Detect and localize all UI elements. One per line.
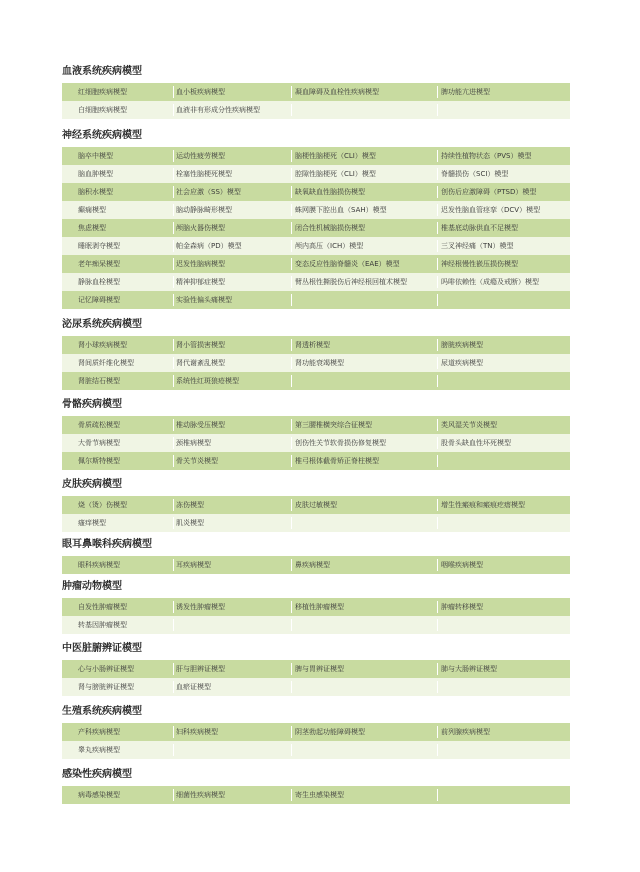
table-cell: 前列腺疾病模型: [441, 728, 490, 736]
model-table: [62, 723, 570, 759]
table-cell: 创伤后应激障碍（PTSD）模型: [441, 188, 537, 196]
table-cell: 迟发性脑血管痉挛（DCV）模型: [441, 206, 541, 214]
table-cell: [176, 741, 292, 759]
model-table: [62, 416, 570, 470]
table-cell: 肾与膀胱辨证模型: [78, 683, 134, 691]
table-cell: 实验性偏头痛模型: [176, 296, 232, 304]
table-cell: 栓塞性脑梗死模型: [176, 170, 232, 178]
table-row: [62, 291, 570, 309]
table-row: [62, 616, 570, 634]
table-cell: [295, 741, 439, 759]
table-row: [62, 496, 570, 514]
table-cell: 心与小肠辨证模型: [78, 665, 134, 673]
table-row: [62, 372, 570, 390]
table-cell: 系统性红斑狼疮模型: [176, 377, 239, 385]
table-cell: 癫痫模型: [78, 206, 106, 214]
table-row: [62, 741, 570, 759]
model-table: [62, 147, 570, 309]
table-cell: 血瘀证模型: [176, 683, 211, 691]
table-cell: 膀胱疾病模型: [441, 341, 483, 349]
table-cell: 椎弓根体截骨矫正脊柱模型: [295, 457, 379, 465]
table-cell: 腔隙性脑梗死（CLI）模型: [295, 170, 376, 178]
table-cell: [441, 741, 569, 759]
table-cell: 睡眠剥夺模型: [78, 242, 120, 250]
table-cell: 自发性肿瘤模型: [78, 603, 127, 611]
model-table: [62, 336, 570, 390]
table-cell: 肾代谢紊乱模型: [176, 359, 225, 367]
table-row: [62, 273, 570, 291]
table-cell: 红细胞疾病模型: [78, 88, 127, 96]
table-cell: 阴茎勃起功能障碍模型: [295, 728, 365, 736]
table-cell: 椎动脉受压模型: [176, 421, 225, 429]
table-row: [62, 83, 570, 101]
model-table: [62, 786, 570, 804]
table-cell: 迟发性脑病模型: [176, 260, 225, 268]
table-cell: 产科疾病模型: [78, 728, 120, 736]
table-cell: 吗啡依赖性（成瘾及戒断）模型: [441, 278, 539, 286]
model-table: [62, 598, 570, 634]
table-cell: [295, 372, 439, 390]
table-cell: 转基因肿瘤模型: [78, 621, 127, 629]
table-row: [62, 354, 570, 372]
table-cell: 肾脏结石模型: [78, 377, 120, 385]
table-cell: 社会应激（SS）模型: [176, 188, 241, 196]
table-cell: 尿道疾病模型: [441, 359, 483, 367]
section-title: 感染性疾病模型: [62, 769, 132, 780]
table-cell: [441, 786, 569, 804]
table-cell: [441, 291, 569, 309]
section-title: 神经系统疾病模型: [62, 130, 142, 141]
table-cell: 颅脑火器伤模型: [176, 224, 225, 232]
table-cell: 肾功能衰竭模型: [295, 359, 344, 367]
table-row: [62, 786, 570, 804]
table-cell: 咽喉疾病模型: [441, 561, 483, 569]
table-cell: 肾间质纤维化模型: [78, 359, 134, 367]
table-cell: 白细胞疾病模型: [78, 106, 127, 114]
table-row: [62, 556, 570, 574]
table-cell: 冻伤模型: [176, 501, 204, 509]
table-cell: 脊髓损伤（SCI）模型: [441, 170, 509, 178]
table-row: [62, 452, 570, 470]
table-cell: 脑梗性脑梗死（CLI）模型: [295, 152, 376, 160]
table-cell: [441, 101, 569, 119]
table-cell: 肾小球疾病模型: [78, 341, 127, 349]
table-cell: 骨关节炎模型: [176, 457, 218, 465]
table-cell: 老年痴呆模型: [78, 260, 120, 268]
table-cell: 肿瘤转移模型: [441, 603, 483, 611]
table-cell: 椎基底动脉供血不足模型: [441, 224, 518, 232]
table-cell: 神经根慢性嵌压损伤模型: [441, 260, 518, 268]
model-table: [62, 660, 570, 696]
table-cell: 脑动静脉畸形模型: [176, 206, 232, 214]
table-cell: 脑血肿模型: [78, 170, 113, 178]
table-cell: 第三腰椎横突综合征模型: [295, 421, 372, 429]
table-cell: [441, 678, 569, 696]
table-cell: 眼科疾病模型: [78, 561, 120, 569]
table-cell: 佩尔斯特模型: [78, 457, 120, 465]
table-cell: [295, 678, 439, 696]
table-cell: 睾丸疾病模型: [78, 746, 120, 754]
table-cell: 缺氧缺血性脑损伤模型: [295, 188, 365, 196]
section-title: 皮肤疾病模型: [62, 479, 122, 490]
table-cell: 寄生虫感染模型: [295, 791, 344, 799]
section-title: 骨骼疾病模型: [62, 399, 122, 410]
table-cell: 鼻疾病模型: [295, 561, 330, 569]
section-title: 血液系统疾病模型: [62, 66, 142, 77]
table-cell: 移植性肿瘤模型: [295, 603, 344, 611]
table-cell: 烧（烫）伤模型: [78, 501, 127, 509]
table-row: [62, 201, 570, 219]
table-cell: [441, 616, 569, 634]
table-cell: 肝与胆辨证模型: [176, 665, 225, 673]
section-title: 中医脏腑辨证模型: [62, 643, 142, 654]
table-cell: 肺与大肠辨证模型: [441, 665, 497, 673]
table-row: [62, 165, 570, 183]
table-row: [62, 678, 570, 696]
table-cell: 肾透析模型: [295, 341, 330, 349]
table-row: [62, 660, 570, 678]
section-title: 眼耳鼻喉科疾病模型: [62, 539, 152, 550]
table-cell: [295, 514, 439, 532]
table-cell: 肾小管损害模型: [176, 341, 225, 349]
table-cell: 闭合性机械脑损伤模型: [295, 224, 365, 232]
table-cell: [176, 616, 292, 634]
table-cell: 脾功能亢进模型: [441, 88, 490, 96]
table-cell: 大骨节病模型: [78, 439, 120, 447]
table-row: [62, 147, 570, 165]
table-row: [62, 101, 570, 119]
table-cell: 记忆障碍模型: [78, 296, 120, 304]
section-title: 生殖系统疾病模型: [62, 706, 142, 717]
table-cell: 增生性瘢痕和瘢痕疙瘩模型: [441, 501, 525, 509]
table-row: [62, 514, 570, 532]
table-cell: 脑卒中模型: [78, 152, 113, 160]
table-cell: 血小板疾病模型: [176, 88, 225, 96]
table-cell: 蛛网膜下腔出血（SAH）模型: [295, 206, 387, 214]
table-cell: 妇科疾病模型: [176, 728, 218, 736]
table-cell: 创伤性关节软骨损伤修复模型: [295, 439, 386, 447]
table-cell: 耳疾病模型: [176, 561, 211, 569]
table-cell: 三叉神经痛（TN）模型: [441, 242, 514, 250]
table-cell: 凝血障碍及血栓性疾病模型: [295, 88, 379, 96]
table-cell: [295, 616, 439, 634]
table-row: [62, 336, 570, 354]
table-cell: 运动性疲劳模型: [176, 152, 225, 160]
table-cell: 变态反应性脑脊髓炎（EAE）模型: [295, 260, 400, 268]
table-row: [62, 598, 570, 616]
table-cell: [441, 452, 569, 470]
table-cell: 血液非有形成分性疾病模型: [176, 106, 260, 114]
model-table: [62, 83, 570, 119]
table-row: [62, 416, 570, 434]
table-row: [62, 723, 570, 741]
table-cell: 臂丛根性撕脱伤后神经根回植术模型: [295, 278, 407, 286]
table-cell: 颅内高压（ICH）模型: [295, 242, 364, 250]
table-cell: 皮肤过敏模型: [295, 501, 337, 509]
table-cell: [441, 372, 569, 390]
table-cell: [295, 291, 439, 309]
table-row: [62, 237, 570, 255]
table-cell: 脾与胃辨证模型: [295, 665, 344, 673]
table-cell: 精神抑郁症模型: [176, 278, 225, 286]
table-row: [62, 255, 570, 273]
table-cell: 焦虑模型: [78, 224, 106, 232]
table-cell: [295, 101, 439, 119]
table-cell: 颈椎病模型: [176, 439, 211, 447]
table-cell: 诱发性肿瘤模型: [176, 603, 225, 611]
table-cell: 脑积水模型: [78, 188, 113, 196]
table-cell: 肌炎模型: [176, 519, 204, 527]
section-title: 肿瘤动物模型: [62, 581, 122, 592]
table-cell: 细菌性疾病模型: [176, 791, 225, 799]
table-row: [62, 183, 570, 201]
table-cell: 病毒感染模型: [78, 791, 120, 799]
table-cell: 骨质疏松模型: [78, 421, 120, 429]
section-title: 泌尿系统疾病模型: [62, 319, 142, 330]
table-cell: 帕金森病（PD）模型: [176, 242, 242, 250]
table-cell: 静脉血栓模型: [78, 278, 120, 286]
model-table: [62, 556, 570, 574]
table-cell: 瘙痒模型: [78, 519, 106, 527]
table-cell: 类风湿关节炎模型: [441, 421, 497, 429]
table-row: [62, 219, 570, 237]
table-cell: 持续性植物状态（PVS）模型: [441, 152, 532, 160]
table-row: [62, 434, 570, 452]
table-cell: 股骨头缺血性坏死模型: [441, 439, 511, 447]
model-table: [62, 496, 570, 532]
table-cell: [441, 514, 569, 532]
